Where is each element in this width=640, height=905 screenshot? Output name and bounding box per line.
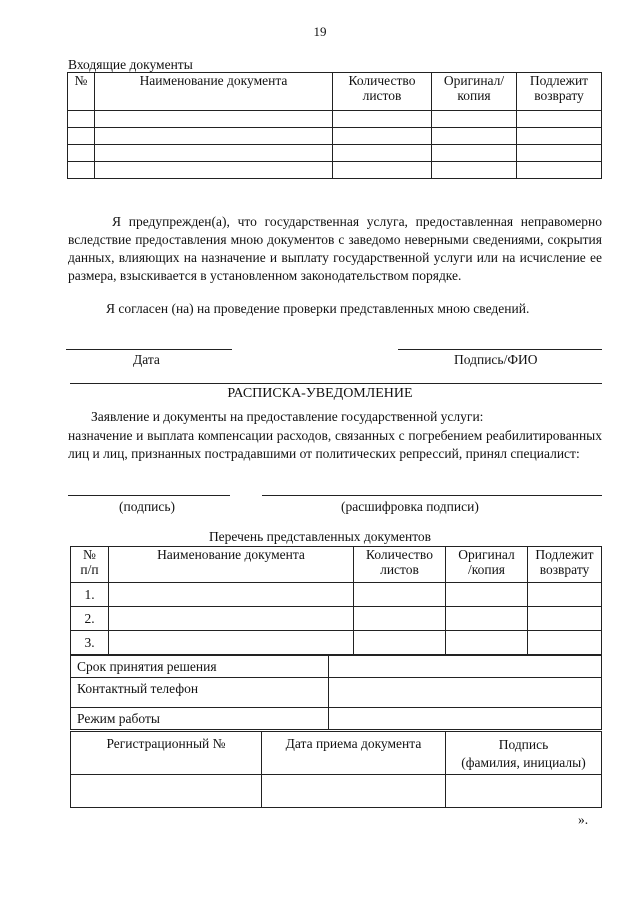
table-row [71, 775, 602, 808]
date-label: Дата [133, 352, 160, 367]
table-row [71, 583, 602, 607]
incoming-header-name: Наименование документа [95, 73, 333, 111]
specialist-decode-label: (расшифровка подписи) [341, 499, 479, 514]
table-row [71, 607, 602, 631]
list-header-return: Подлежит возврату [528, 547, 602, 583]
term-value [329, 656, 602, 678]
incoming-table [67, 72, 602, 179]
closing-mark: ». [578, 812, 589, 827]
specialist-sign-label: (подпись) [119, 499, 176, 514]
consent-text: Я согласен (на) на проведение проверки представленных мною сведений. [106, 301, 530, 316]
list-header-count: Количество листов [354, 547, 446, 583]
receipt-line1: Заявление и документы на предоставление государственной услуги: [91, 409, 484, 424]
term-label: Срок принятия решения [71, 656, 329, 678]
sign-line [398, 349, 602, 350]
list-header-original: Оригинал /копия [446, 547, 528, 583]
reg-num-header: Регистрационный № [71, 732, 262, 775]
incoming-title: Входящие документы [68, 57, 193, 72]
incoming-header-num: № [68, 73, 95, 111]
row-number: 2. [71, 607, 109, 631]
reg-date-header: Дата приема документа [262, 732, 446, 775]
documents-table [70, 546, 602, 655]
table-row [71, 631, 602, 655]
receipt-body: назначение и выплата компенсации расходов, связанных с погребением реабилитированных лиц и лиц, признанных пострадавшими от политических репрессий, принял специалист: [68, 428, 602, 461]
table-row [68, 111, 602, 128]
list-header-num: № п/п [71, 547, 109, 583]
receipt-title: РАСПИСКА-УВЕДОМЛЕНИЕ [227, 386, 413, 401]
table-row [68, 128, 602, 145]
list-header-name: Наименование документа [109, 547, 354, 583]
incoming-header-return: Подлежит возврату [517, 73, 602, 111]
table-row [68, 162, 602, 179]
separator-line [70, 383, 602, 384]
list-title: Перечень представленных документов [208, 529, 432, 544]
incoming-header-original: Оригинал/ копия [432, 73, 517, 111]
date-line [66, 349, 232, 350]
incoming-header-count: Количество листов [333, 73, 432, 111]
specialist-sign-line [68, 495, 230, 496]
warning-paragraph: Я предупрежден(а), что государственная услуга, предоставленная неправомерно вследствие предоставления мною документов с заведомо неверными сведениями, сокрытия данных, влияющих на назначение и выплату государственной услуги или на исчисление ее размера, взыскивается в установленном законодательством порядке. [68, 214, 602, 283]
hours-label: Режим работы [71, 708, 329, 730]
registration-table [70, 731, 602, 808]
reg-sign-header: Подпись (фамилия, инициалы) [446, 732, 602, 775]
row-number: 1. [71, 583, 109, 607]
phone-value [329, 678, 602, 708]
table-row [68, 145, 602, 162]
phone-label: Контактный телефон [71, 678, 329, 708]
hours-value [329, 708, 602, 730]
info-table [70, 655, 602, 730]
row-number: 3. [71, 631, 109, 655]
specialist-decode-line [262, 495, 602, 496]
sign-fio-label: Подпись/ФИО [454, 352, 538, 367]
page-number: 19 [313, 24, 327, 39]
